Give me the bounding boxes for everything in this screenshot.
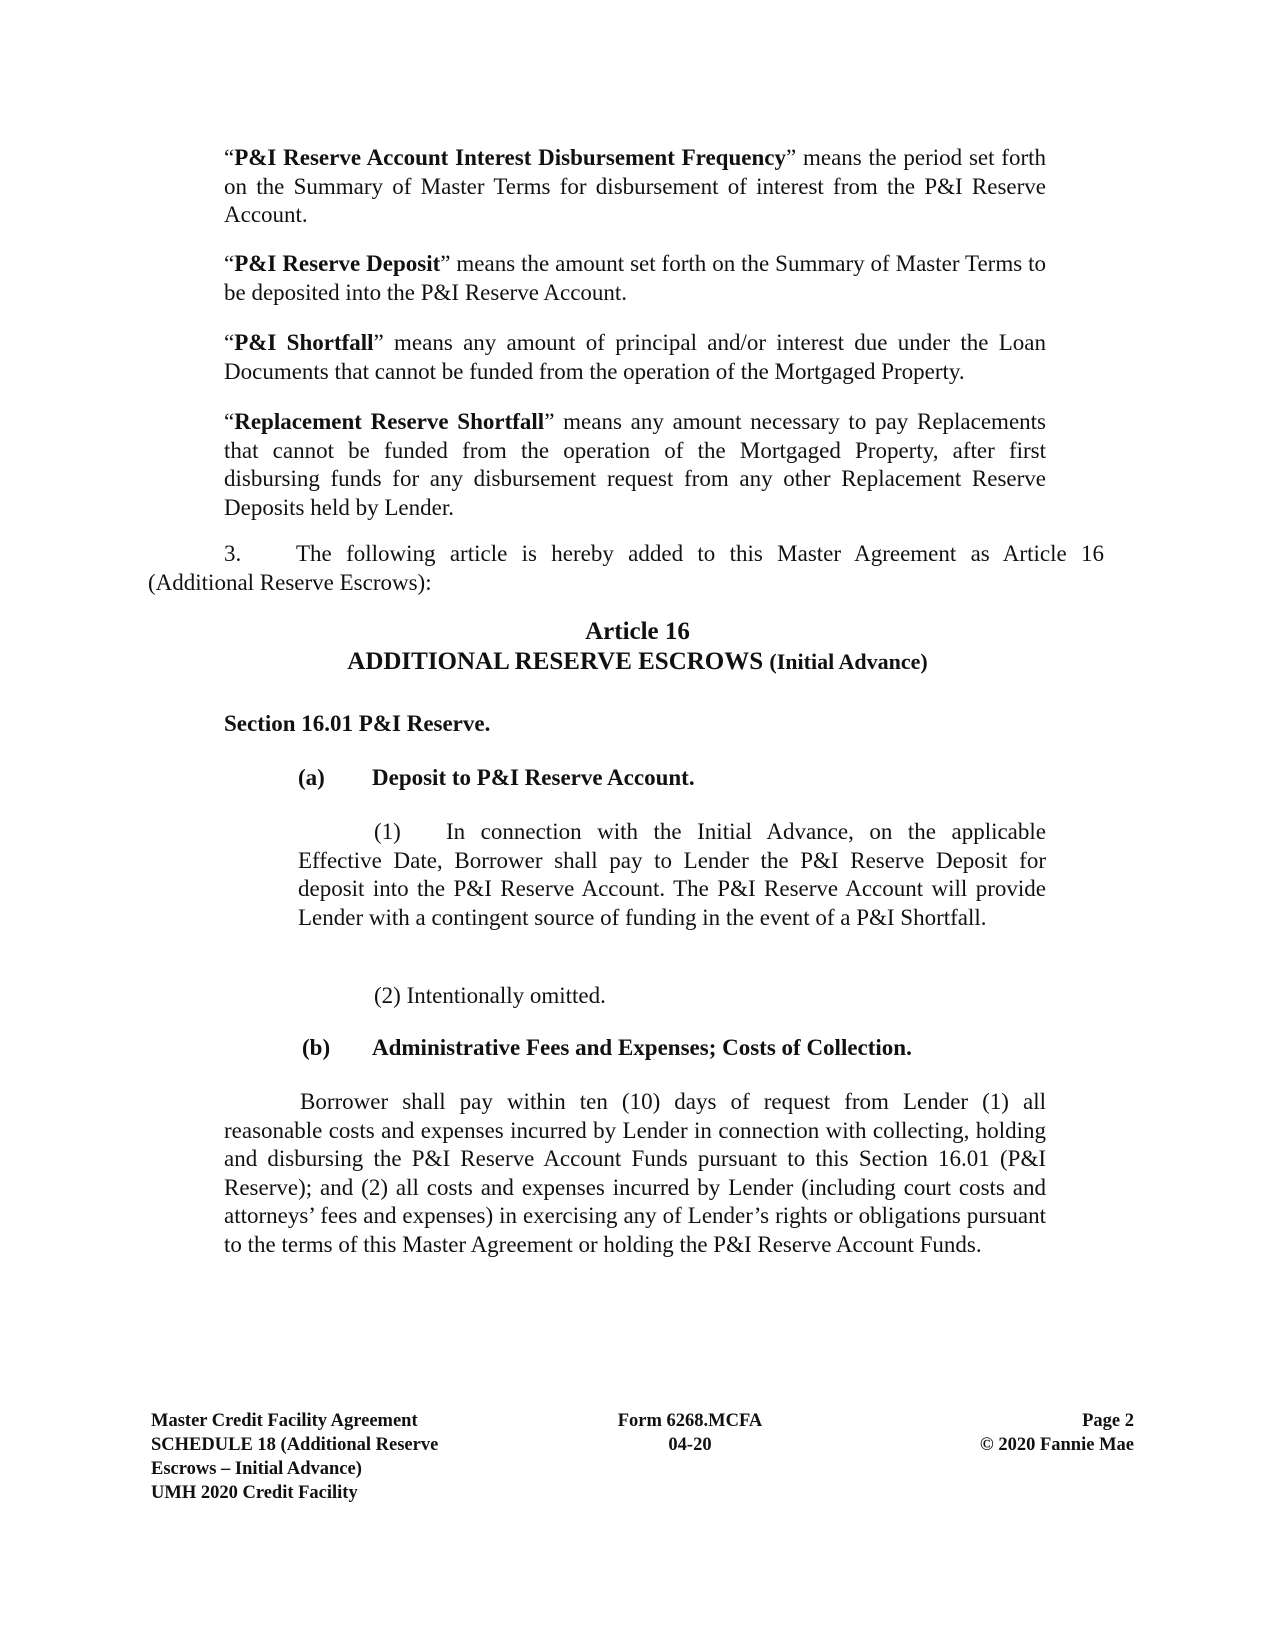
item-3-paragraph: [148, 540, 1104, 597]
copyright: © 2020 Fannie Mae: [979, 1435, 1134, 1455]
paragraph-b-body: Borrower shall pay within ten (10) days of request from Lender (1) all reasonable costs and expenses incurred by Lender in connection with collecting, holding and disbursing the P&I Reserve Account Funds pursuant to this Section 16.01 (P&I Reserve); and (2) all costs and expenses incurred by Lender (including court costs and attorneys’ fees and expenses) in exercising any of Lender’s rights or obligations pursuant to the terms of this Master Agreement or holding the P&I Reserve Account Funds.: [224, 1089, 1046, 1257]
form-date: 04-20: [668, 1435, 712, 1455]
defined-term: Replacement Reserve Shortfall: [234, 409, 545, 434]
definition-interest-disbursement-frequency: “P&I Reserve Account Interest Disbursement Frequency” means the period set forth on the Summary of Master Terms for disbursement of interest from the P&I Reserve Account.: [224, 145, 1046, 227]
subsection-label: (b): [302, 1035, 331, 1060]
footer-right: [880, 1409, 1134, 1457]
definition-body: means the period set forth on the Summary of Master Terms for disbursement of interest from the P&I Reserve Account.: [224, 145, 1046, 227]
subsection-title: Administrative Fees and Expenses; Costs of Collection.: [372, 1035, 912, 1060]
definition-body: means any amount necessary to pay Replacements that cannot be funded from the operation of the Mortgaged Property, after first disbursing funds for any disbursement request from any other Replacement Reserve Deposits held by Lender.: [224, 409, 1046, 520]
footer-line: Master Credit Facility Agreement: [151, 1411, 418, 1431]
defined-term: P&I Reserve Deposit: [234, 251, 441, 276]
footer-line: SCHEDULE 18 (Additional Reserve: [151, 1435, 439, 1455]
definition-reserve-deposit: “P&I Reserve Deposit” means the amount set forth on the Summary of Master Terms to be deposited into the P&I Reserve Account.: [224, 251, 1047, 305]
item-text: The following article is hereby added to this Master Agreement as Article 16 (Additional Reserve Escrows):: [148, 541, 1104, 595]
article-subtitle: ADDITIONAL RESERVE ESCROWS (Initial Advance): [347, 648, 928, 675]
subsection-a: [298, 765, 695, 791]
footer-line: Escrows – Initial Advance): [151, 1459, 362, 1479]
page-number: Page 2: [1082, 1411, 1134, 1431]
item-number: 3.: [224, 541, 242, 566]
defined-term: P&I Reserve Account Interest Disbursement Frequency: [234, 145, 786, 170]
section-heading: Section 16.01 P&I Reserve.: [224, 711, 491, 736]
definition-replacement-reserve-shortfall: “Replacement Reserve Shortfall” means any amount necessary to pay Replacements that cannot be funded from the operation of the Mortgaged Property, after first disbursing funds for any disbursement request from any other Replacement Reserve Deposits held by Lender.: [224, 409, 1046, 520]
footer-left: [151, 1409, 438, 1505]
definition-body: means any amount of principal and/or interest due under the Loan Documents that cannot be funded from the operation of the Mortgaged Property.: [224, 330, 1046, 384]
defined-term: P&I Shortfall: [234, 330, 374, 355]
form-number: Form 6268.MCFA: [617, 1411, 763, 1431]
subsection-title: Deposit to P&I Reserve Account.: [372, 765, 695, 790]
article-title: Article 16: [585, 618, 690, 645]
article-subtitle-note: (Initial Advance): [769, 649, 928, 674]
subsection-b: [302, 1035, 912, 1061]
paragraph-1: [298, 818, 1046, 932]
footer-line: UMH 2020 Credit Facility: [151, 1483, 358, 1503]
paragraph-2: (2) Intentionally omitted.: [374, 983, 606, 1008]
definition-body: means the amount set forth on the Summary of Master Terms to be deposited into the P&I Reserve Account.: [224, 251, 1047, 305]
subsection-label: (a): [298, 765, 325, 790]
definition-pi-shortfall: “P&I Shortfall” means any amount of principal and/or interest due under the Loan Documents that cannot be funded from the operation of the Mortgaged Property.: [224, 330, 1046, 384]
footer-center: [560, 1409, 820, 1457]
paragraph-text: In connection with the Initial Advance, on the applicable Effective Date, Borrower shall pay to Lender the P&I Reserve Deposit for deposit into the P&I Reserve Account. The P&I Reserve Account will provide Lender with a contingent source of funding in the event of a P&I Shortfall.: [298, 819, 1046, 930]
paragraph-number: (1): [374, 819, 401, 844]
